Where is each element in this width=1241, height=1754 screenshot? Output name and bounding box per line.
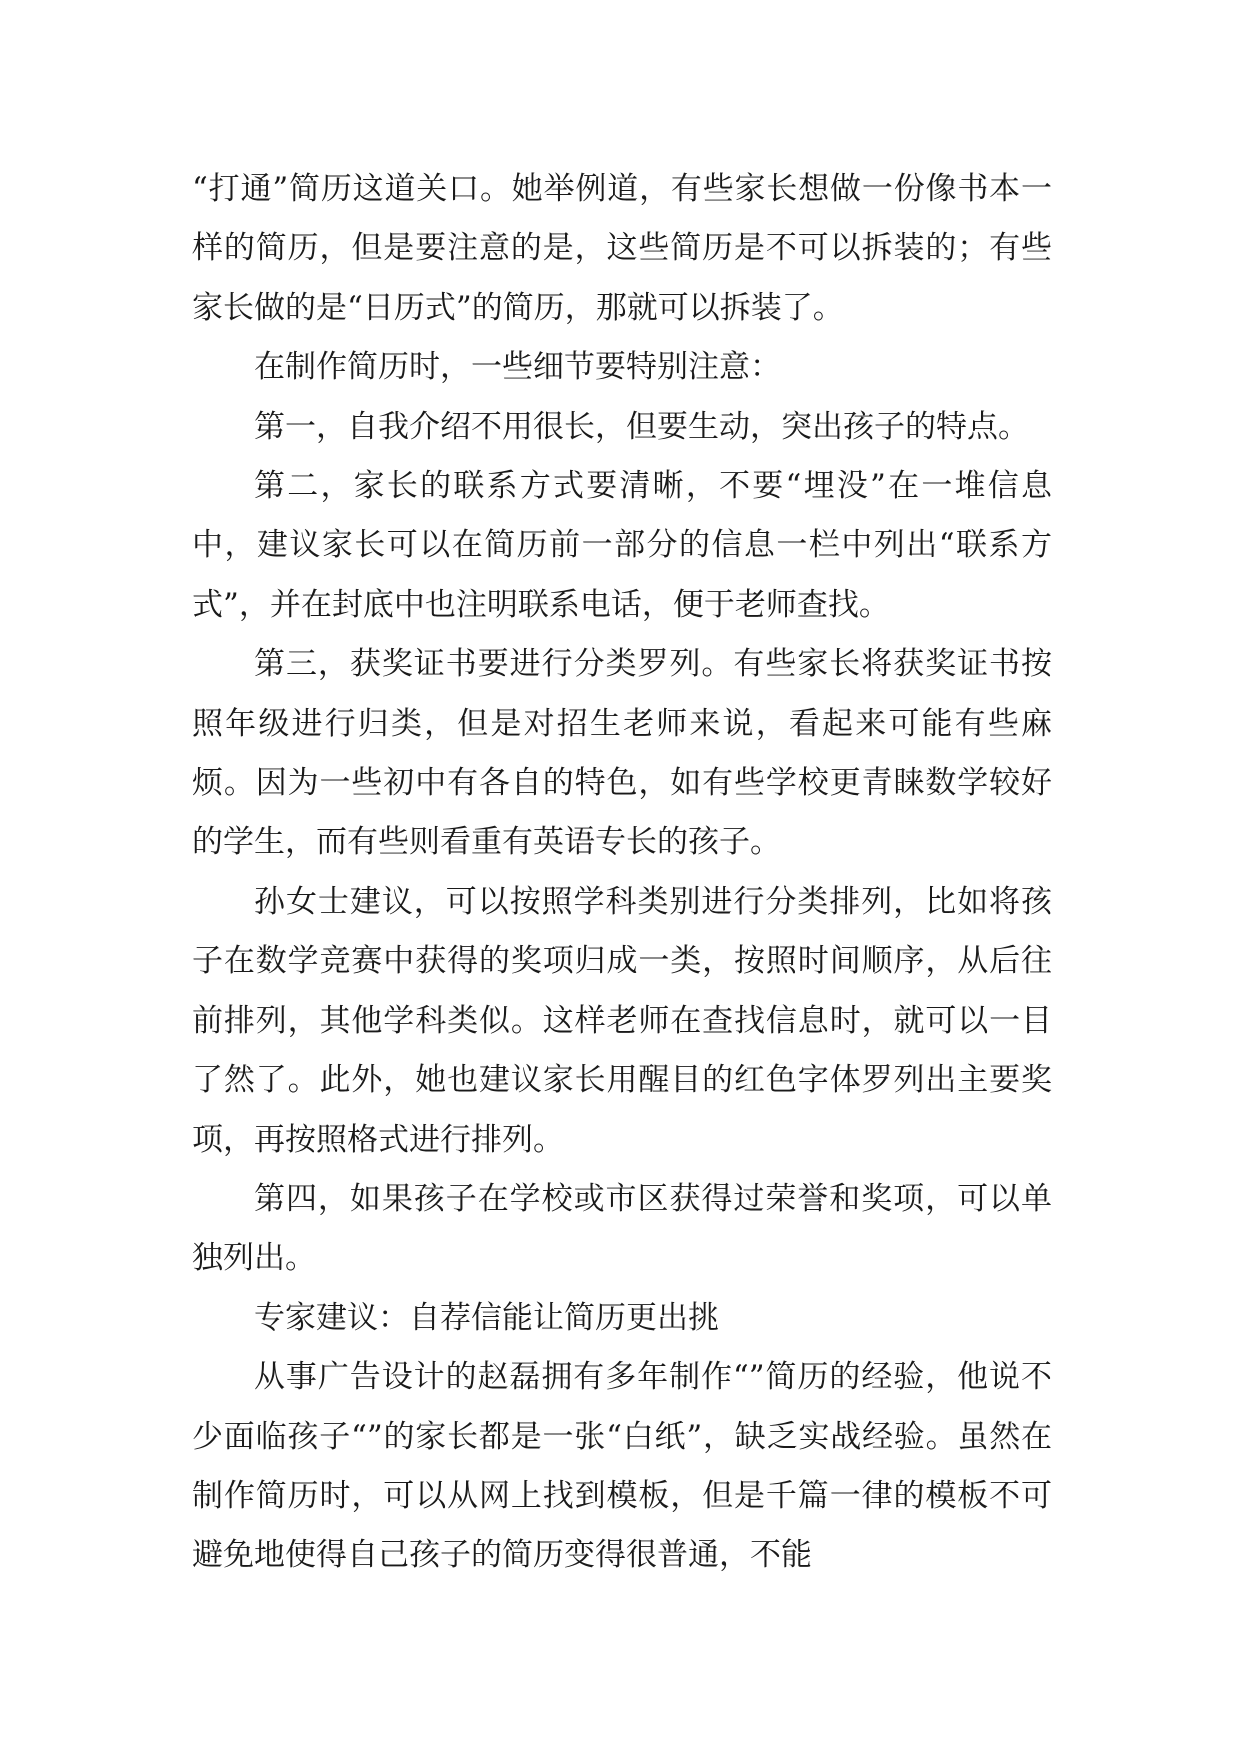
paragraph-1: “打通”简历这道关口。她举例道，有些家长想做一份像书本一样的简历，但是要注意的是，这些简历是不可以拆装的；有些家长做的是“日历式”的简历，那就可以拆装了。 bbox=[192, 171, 1052, 326]
paragraph-5: 第三，获奖证书要进行分类罗列。有些家长将获奖证书按照年级进行归类，但是对招生老师来说，看起来可能有些麻烦。因为一些初中有各自的特色，如有些学校更青睐数学较好的学生，而有些则看重有英语专长的孩子。 bbox=[192, 646, 1052, 861]
paragraph-2: 在制作简历时，一些细节要特别注意： bbox=[254, 349, 781, 386]
paragraph-4: 第二，家长的联系方式要清晰，不要“埋没”在一堆信息中，建议家长可以在简历前一部分的信息一栏中列出“联系方式”，并在封底中也注明联系电话，便于老师查找。 bbox=[192, 468, 1052, 623]
document-body bbox=[192, 160, 1052, 1586]
paragraph-6: 孙女士建议，可以按照学科类别进行分类排列，比如将孩子在数学竞赛中获得的奖项归成一类，按照时间顺序，从后往前排列，其他学科类似。这样老师在查找信息时，就可以一目了然了。此外，她也建议家长用醒目的红色字体罗列出主要奖项，再按照格式进行排列。 bbox=[192, 883, 1052, 1158]
section-heading: 专家建议：自荐信能让简历更出挑 bbox=[254, 1299, 719, 1336]
paragraph-3: 第一，自我介绍不用很长，但要生动，突出孩子的特点。 bbox=[254, 408, 1029, 445]
paragraph-7: 第四，如果孩子在学校或市区获得过荣誉和奖项，可以单独列出。 bbox=[192, 1180, 1052, 1277]
paragraph-9: 从事广告设计的赵磊拥有多年制作“”简历的经验，他说不少面临孩子“”的家长都是一张“白纸”，缺乏实战经验。虽然在制作简历时，可以从网上找到模板，但是千篇一律的模板不可避免地使得自己孩子的简历变得很普通，不能 bbox=[192, 1359, 1052, 1574]
